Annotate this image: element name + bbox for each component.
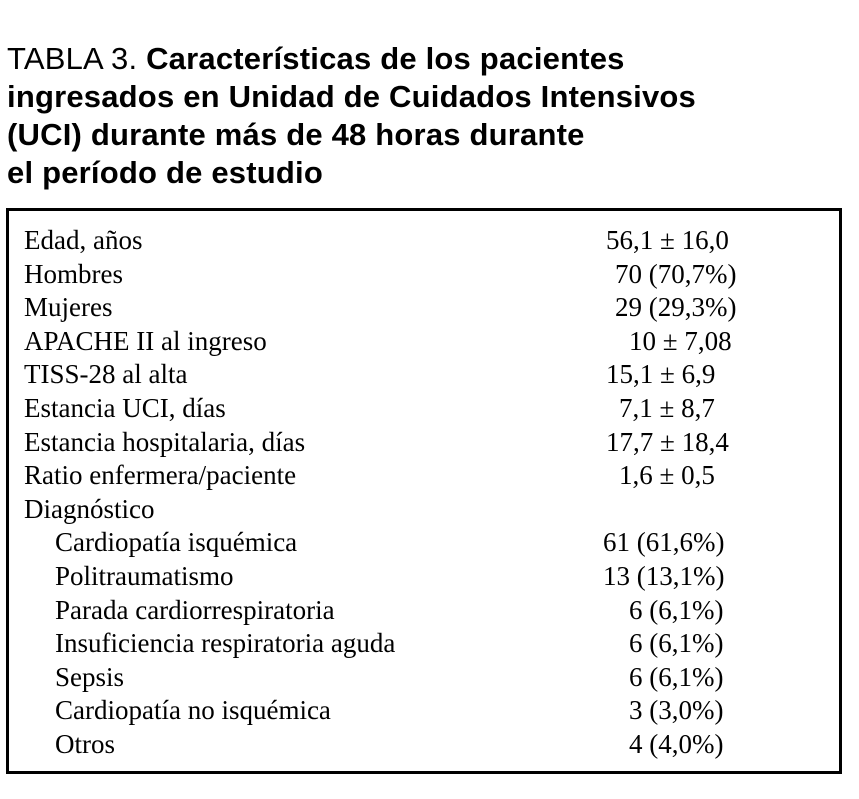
row-value: 56,1 ± 16,0 <box>606 225 729 255</box>
row-value: 4 (4,0%) <box>629 728 724 759</box>
table-row-cardiopatia-no-isquemica <box>9 694 839 728</box>
table-row-politraumatismo <box>9 560 839 594</box>
table-body <box>9 224 839 762</box>
table-row-sepsis <box>9 661 839 695</box>
row-label: Otros <box>55 728 115 759</box>
row-value: 13 (13,1%) <box>603 560 725 591</box>
table-row-apache <box>9 325 839 359</box>
row-value: 6 (6,1%) <box>629 594 724 625</box>
row-label: Estancia UCI, días <box>24 392 226 423</box>
table-row-estancia-uci <box>9 392 839 426</box>
row-label: Ratio enfermera/paciente <box>24 460 297 491</box>
table-number: TABLA 3. <box>7 41 138 76</box>
row-value: 29 (29,3%) <box>615 292 737 323</box>
row-label: Hombres <box>24 258 123 289</box>
row-value: 17,7 ± 18,4 <box>606 426 729 457</box>
table-row-parada <box>9 594 839 628</box>
table-row-mujeres <box>9 291 839 325</box>
table-row-hombres <box>9 258 839 292</box>
table-title-line-4: el período de estudio <box>7 155 323 190</box>
table-title-line-2: ingresados en Unidad de Cuidados Intensivos <box>7 79 696 114</box>
row-label: Mujeres <box>24 292 113 323</box>
row-value: 6 (6,1%) <box>629 628 724 659</box>
table-row-diagnostico-header <box>9 493 839 527</box>
row-value: 3 (3,0%) <box>629 695 724 726</box>
row-label: Politraumatismo <box>55 560 234 591</box>
row-label: Estancia hospitalaria, días <box>24 426 306 457</box>
patient-characteristics-table <box>6 208 842 774</box>
table-row-cardiopatia-isquemica <box>9 526 839 560</box>
row-label: Sepsis <box>55 661 125 692</box>
row-value: 61 (61,6%) <box>603 527 725 558</box>
row-label: Diagnóstico <box>24 493 155 524</box>
row-label: Insuficiencia respiratoria aguda <box>55 628 396 659</box>
table-row-ratio <box>9 459 839 493</box>
row-label: Edad, años <box>24 225 143 255</box>
row-value: 70 (70,7%) <box>615 258 737 289</box>
row-value: 1,6 ± 0,5 <box>619 460 715 491</box>
table-title-line-1: Características de los pacientes <box>146 41 625 76</box>
table-row-edad <box>9 224 839 258</box>
table-caption <box>7 40 847 192</box>
table-row-estancia-hospitalaria <box>9 426 839 460</box>
row-label: TISS-28 al alta <box>24 359 188 390</box>
row-value: 10 ± 7,08 <box>629 325 732 356</box>
row-value: 7,1 ± 8,7 <box>619 392 715 423</box>
row-label: APACHE II al ingreso <box>24 325 267 356</box>
table-row-tiss <box>9 358 839 392</box>
row-label: Cardiopatía no isquémica <box>55 695 331 726</box>
table-title-line-3: (UCI) durante más de 48 horas durante <box>7 117 585 152</box>
table-row-otros <box>9 728 839 762</box>
row-value: 6 (6,1%) <box>629 661 724 692</box>
table-row-insuficiencia <box>9 627 839 661</box>
row-label: Cardiopatía isquémica <box>55 527 298 558</box>
row-value: 15,1 ± 6,9 <box>606 359 716 390</box>
row-label: Parada cardiorrespiratoria <box>55 594 335 625</box>
